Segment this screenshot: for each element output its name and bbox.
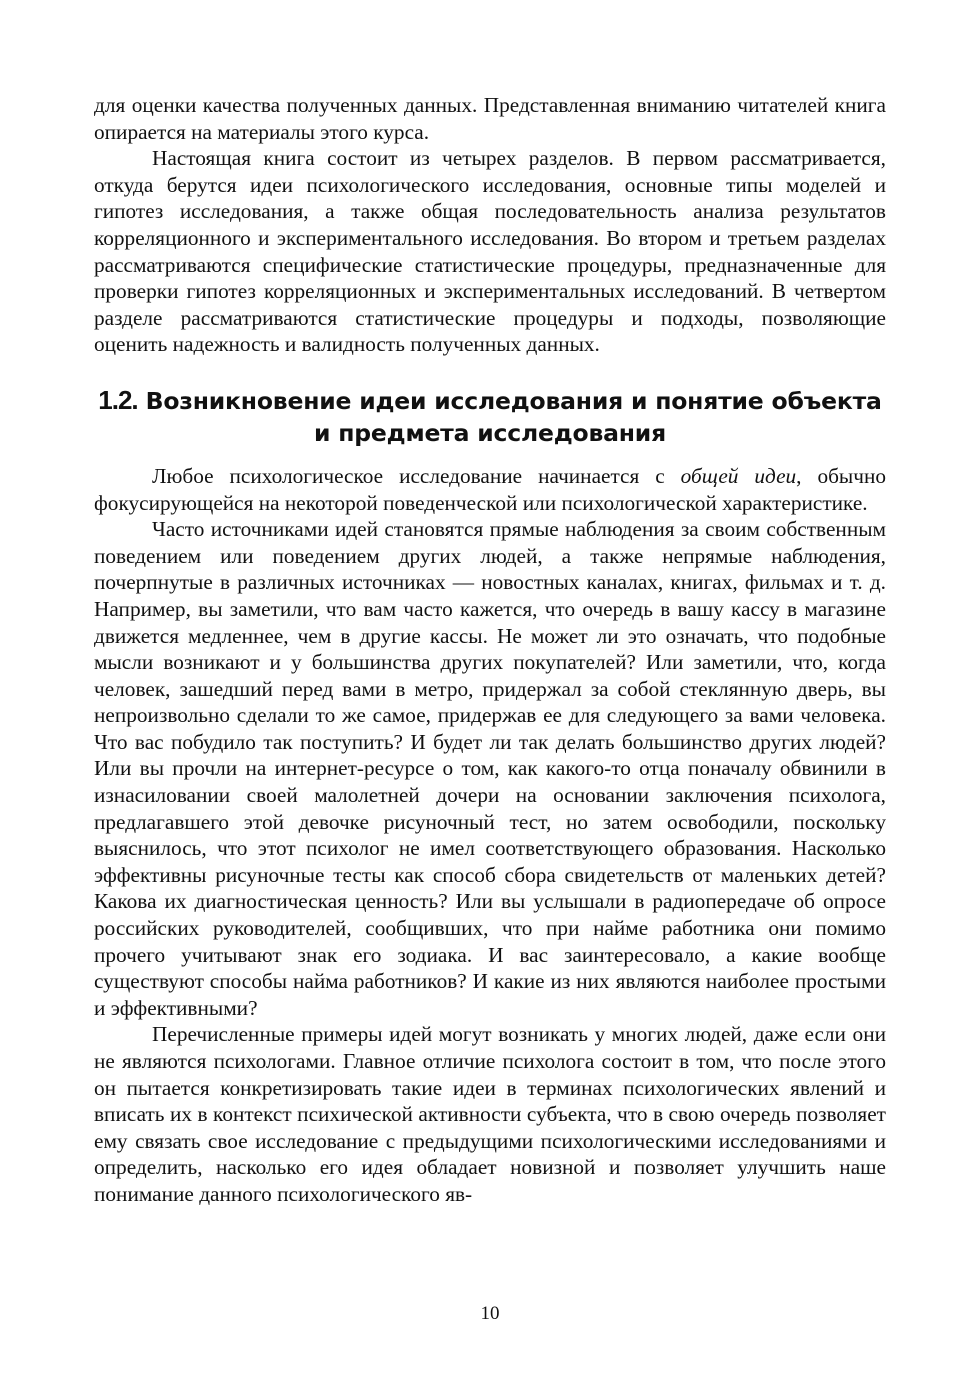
body-paragraph-1-end: , обычно фокусирующейся на некоторой поведенческой или психологической характеристике. xyxy=(94,463,886,515)
intro-paragraph-2: Настоящая книга состоит из четырех разделов. В первом рассматривается, откуда берутся идеи психологического исследования, основные типы моделей и гипотез исследования, а также общая последовательность анализа результатов корреляционного и экспериментального исследования. Во втором и третьем разделах рассматриваются специфические статистические процедуры, предназначенные для проверки гипотез корреляционных и экспериментальных исследований. В четвертом разделе рассматриваются статистические процедуры и подходы, позволяющие оценить надежность и валидность полученных данных. xyxy=(94,146,886,357)
body-paragraph-1-start: Любое психологическое исследование начинается с xyxy=(152,463,681,488)
page-content xyxy=(94,92,886,1208)
body-paragraph-2: Часто источниками идей становятся прямые наблюдения за своим собственным поведением или поведением других людей, а также непрямые наблюдения, почерпнутые в различных источниках — новостных каналах, книгах, фильмах и т. д. Например, вы заметили, что вам часто кажется, что очередь в вашу кассу в магазине движется медленнее, чем в другие кассы. Не может ли это означать, что подобные мысли возникают и у большинства других покупателей? Или заметили, что, когда человек, зашедший перед вами в метро, придержал за собой стеклянную дверь, вы непроизвольно сделали то же самое, придержав ее для следующего за вами человека. Что вас побудило так поступить? И будет ли так делать большинство других людей? Или вы прочли на интернет-ресурсе о том, как какого-то отца поначалу обвинили в изнасиловании своей малолетней дочери на основании заключения психолога, предлагавшего этой девочке рисуночный тест, но затем освободили, поскольку выяснилось, что этот психолог не имел соответствующего образования. Насколько эффективны рисуночные тесты как способ сбора свидетельств от маленьких детей? Какова их диагностическая ценность? Или вы услышали в радиопередаче об опросе российских руководителей, сообщивших, что при найме работника они помимо прочего учитывают знак его зодиака. И вас заинтересовало, а какие вообще существуют способы найма работников? И какие из них являются наиболее простыми и эффективными? xyxy=(94,517,886,1020)
body-paragraph-3: Перечисленные примеры идей могут возникать у многих людей, даже если они не являются психологами. Главное отличие психолога состоит в том, что после этого он пытается конкретизировать такие идеи в терминах психологических явлений и вписать их в контекст психической активности субъекта, что в свою очередь позволяет ему связать свое исследование с предыдущими психологическими исследованиями и определить, насколько его идея обладает новизной и позволяет улучшить наше понимание данного психологического яв- xyxy=(94,1022,886,1206)
body-paragraph-1 xyxy=(94,463,886,516)
page-number: 10 xyxy=(480,1303,500,1324)
emphasis-general-idea: общей идеи xyxy=(680,463,797,488)
section-title-line-2: и предмета исследования xyxy=(314,418,666,447)
section-title-line-1: Возникновение идеи исследования и понятие объекта xyxy=(145,386,882,415)
section-heading xyxy=(94,384,886,449)
section-number: 1.2. xyxy=(98,384,138,415)
intro-paragraph-1: для оценки качества полученных данных. Представленная вниманию читателей книга опирается на материалы этого курса. xyxy=(94,93,886,144)
